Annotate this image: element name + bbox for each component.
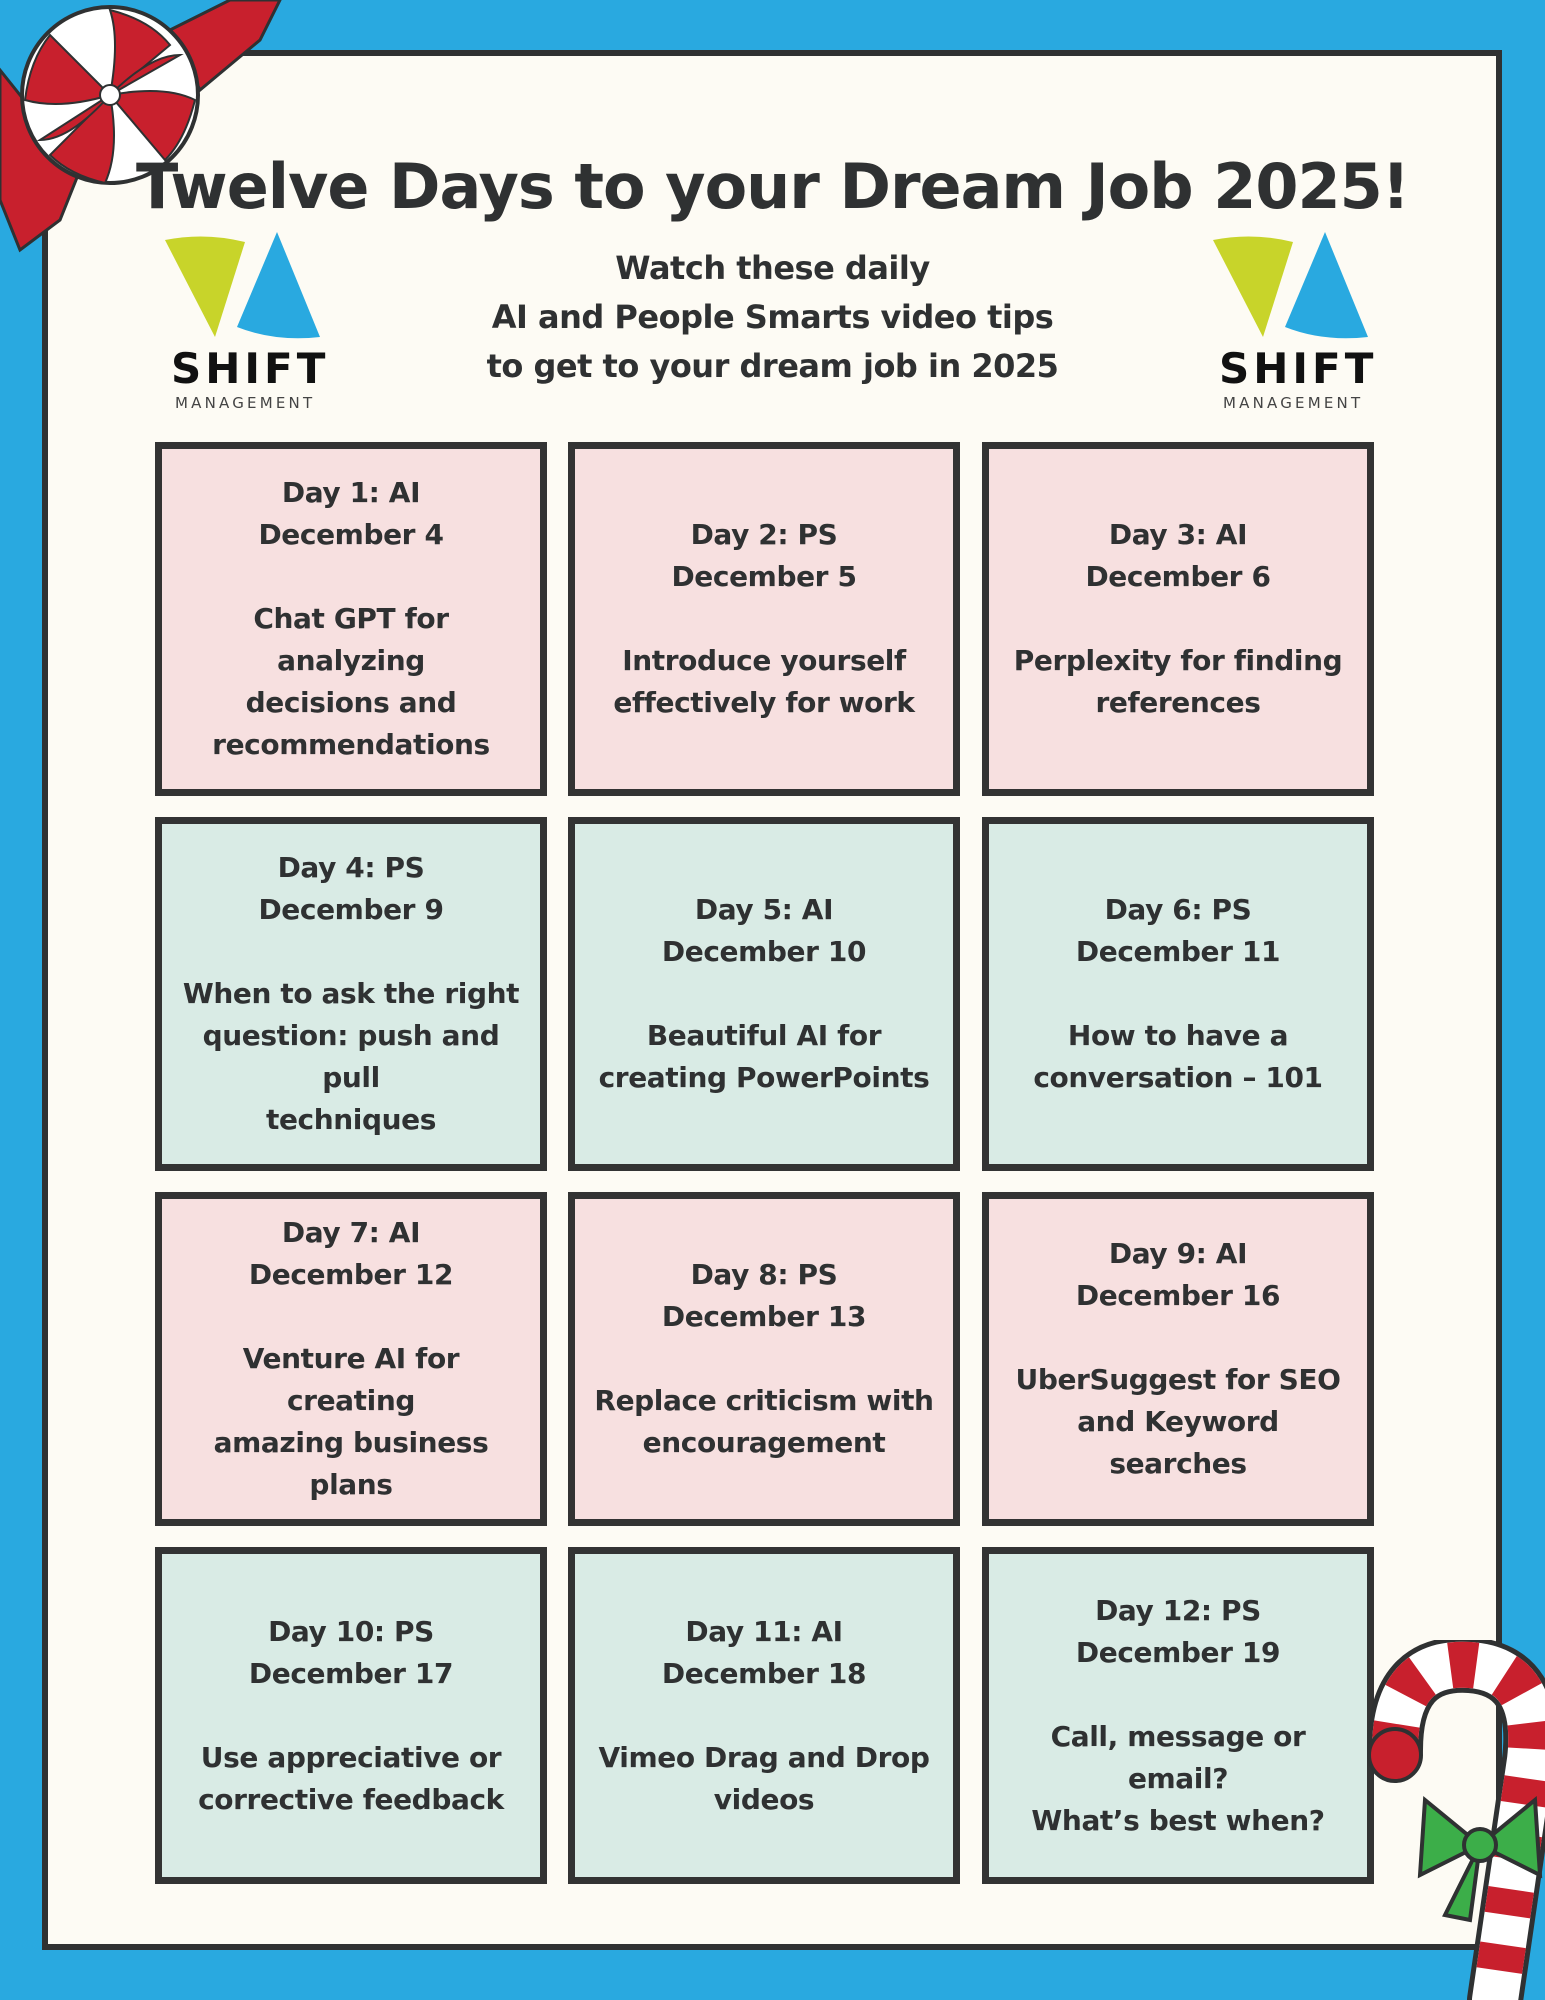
card-day: Day 3: AI [1108, 518, 1248, 551]
logo-mark-icon [1213, 232, 1383, 347]
card-day: Day 4: PS [277, 851, 425, 884]
day-card [155, 817, 547, 1171]
card-day: Day 9: AI [1108, 1237, 1248, 1270]
day-card [982, 1192, 1374, 1526]
card-description-line: UberSuggest for SEO [1015, 1363, 1341, 1396]
card-description-line: decisions and [245, 686, 457, 719]
card-day: Day 12: PS [1095, 1593, 1261, 1627]
card-date: December 18 [661, 1656, 867, 1690]
day-card [982, 442, 1374, 796]
card-description-line: What’s best when? [1031, 1803, 1325, 1837]
card-day: Day 7: AI [281, 1216, 421, 1249]
card-day: Day 6: PS [1104, 893, 1252, 926]
subtitle-line: to get to your dream job in 2025 [486, 347, 1059, 385]
card-day: Day 8: PS [690, 1258, 838, 1291]
subtitle-line: AI and People Smarts video tips [491, 298, 1054, 336]
card-description-line: Beautiful AI for [646, 1019, 882, 1052]
card-date: December 16 [1075, 1279, 1281, 1312]
card-date: December 6 [1085, 560, 1271, 593]
card-description-line: How to have a [1067, 1019, 1289, 1052]
card-description-line: Perplexity for finding [1013, 644, 1343, 677]
card-description-line: effectively for work [613, 686, 915, 719]
shift-logo-right [1213, 232, 1383, 412]
card-day: Day 2: PS [690, 518, 838, 551]
card-description-line: corrective feedback [198, 1782, 504, 1816]
card-date: December 19 [1075, 1635, 1281, 1669]
card-description-line: recommendations [212, 728, 490, 761]
card-description-line: and Keyword searches [1077, 1405, 1279, 1480]
card-date: December 11 [1075, 935, 1281, 968]
card-description-line: Replace criticism with [594, 1384, 934, 1417]
logo-tagline: MANAGEMENT [175, 394, 316, 412]
card-date: December 10 [661, 935, 867, 968]
card-description-line: When to ask the right [182, 977, 520, 1010]
logo-mark-icon [165, 232, 335, 347]
subtitle [400, 244, 1145, 391]
day-card [155, 1192, 547, 1526]
card-description-line: Chat GPT for analyzing [253, 602, 449, 677]
card-description-line: Call, message or email? [1050, 1719, 1306, 1795]
day-card [155, 1547, 547, 1884]
card-description-line: techniques [265, 1103, 437, 1136]
page-title: Twelve Days to your Dream Job 2025! [135, 150, 1410, 223]
day-card [982, 1547, 1374, 1884]
logo-name: SHIFT [1219, 344, 1378, 393]
card-description-line: Vimeo Drag and Drop [598, 1740, 930, 1774]
card-date: December 9 [258, 893, 444, 926]
card-description-line: Venture AI for creating [242, 1342, 460, 1417]
card-date: December 4 [258, 518, 444, 551]
card-description-line: creating PowerPoints [598, 1061, 930, 1094]
day-card [568, 1192, 960, 1526]
card-date: December 5 [671, 560, 857, 593]
card-day: Day 5: AI [694, 893, 834, 926]
card-description-line: encouragement [642, 1426, 886, 1459]
day-card [568, 817, 960, 1171]
card-description-line: amazing business plans [213, 1426, 489, 1501]
card-description-line: question: push and pull [202, 1019, 500, 1094]
card-date: December 17 [248, 1656, 454, 1690]
card-description-line: conversation – 101 [1033, 1061, 1323, 1094]
card-description-line: videos [713, 1782, 815, 1816]
logo-name: SHIFT [171, 344, 330, 393]
card-day: Day 1: AI [281, 476, 421, 509]
card-day: Day 11: AI [685, 1614, 843, 1648]
card-date: December 13 [661, 1300, 867, 1333]
card-day: Day 10: PS [268, 1614, 434, 1648]
day-card [982, 817, 1374, 1171]
logo-tagline: MANAGEMENT [1223, 394, 1364, 412]
card-description-line: Introduce yourself [622, 644, 906, 677]
card-date: December 12 [248, 1258, 454, 1291]
day-card [568, 1547, 960, 1884]
subtitle-line: Watch these daily [615, 249, 930, 287]
day-card [155, 442, 547, 796]
day-card [568, 442, 960, 796]
candy-cane-icon [1355, 1640, 1545, 2000]
card-description-line: references [1095, 686, 1261, 719]
card-description-line: Use appreciative or [200, 1740, 502, 1774]
shift-logo-left [165, 232, 335, 412]
